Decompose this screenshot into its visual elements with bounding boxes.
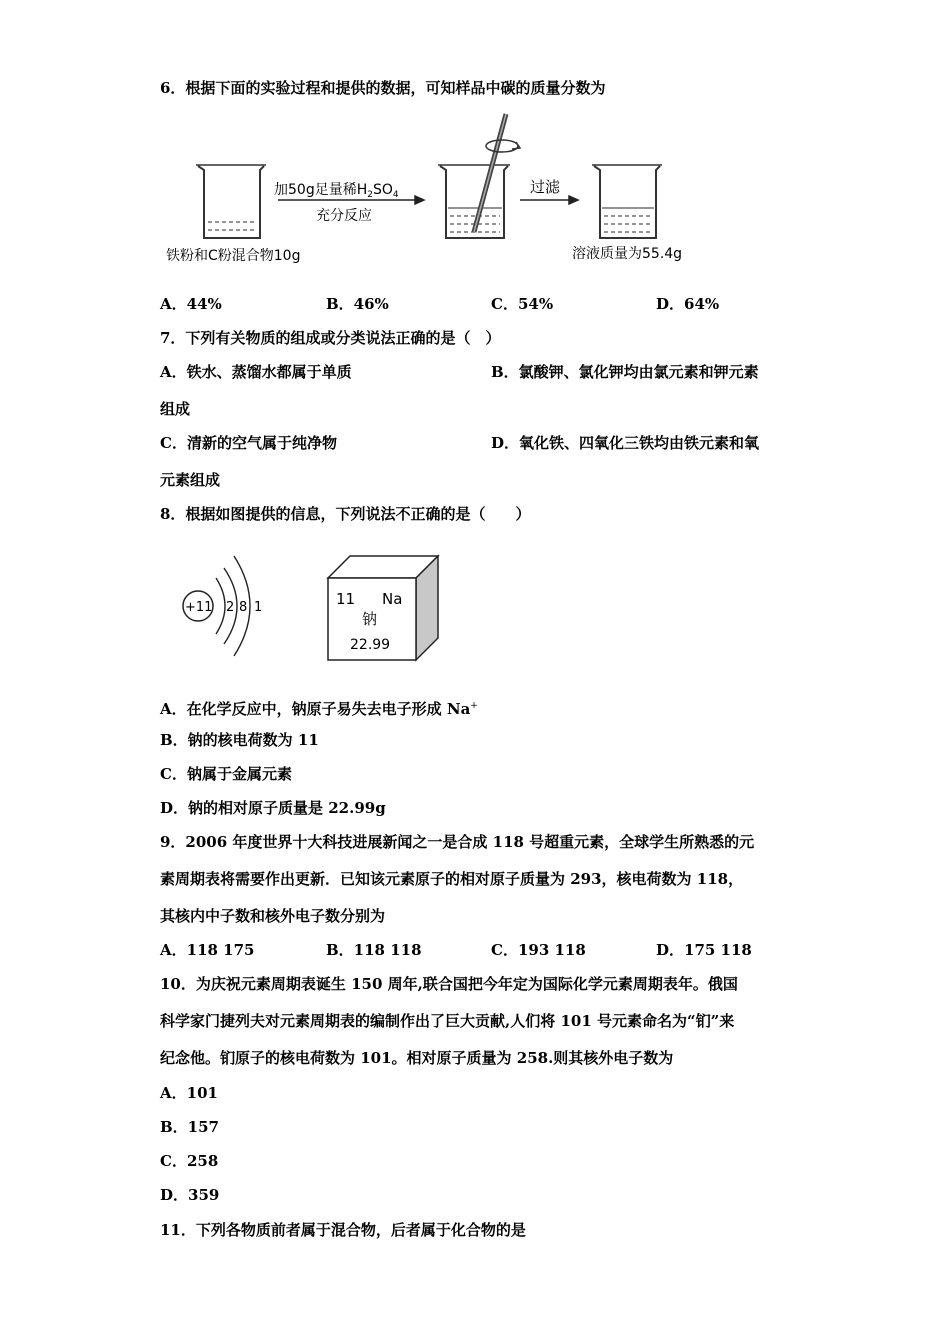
q8-option-a[interactable]: A．在化学反应中，钠原子易失去电子形成 Na+ [160,700,478,718]
q8-option-c[interactable]: C．钠属于金属元素 [160,765,292,783]
beaker-3 [592,165,662,238]
q8-atom-diagram [176,548,286,664]
q11-stem: 11．下列各物质前者属于混合物，后者属于化合物的是 [160,1221,526,1239]
stir-rotation-icon [486,140,520,152]
nucleus-charge: +11 [185,600,213,615]
reagent-label: 加50g足量稀$H_2SO_4$ [274,182,399,200]
q7-stem: 7．下列有关物质的组成或分类说法正确的是（ ） [160,329,501,347]
q7-option-b[interactable]: B．氯酸钾、氯化钾均由氯元素和钾元素 [491,363,759,381]
q7-option-d-cont: 元素组成 [160,471,221,489]
q7-option-d[interactable]: D．氧化铁、四氧化三铁均由铁元素和氧 [491,434,760,452]
q10-option-b[interactable]: B．157 [160,1118,219,1136]
arrow-2 [520,196,578,204]
q6-option-b[interactable]: B．46% [326,295,389,313]
filter-label: 过滤 [530,178,561,196]
q7-option-c[interactable]: C．清新的空气属于纯净物 [160,434,337,452]
beaker-1 [196,165,266,238]
q7-option-b-cont: 组成 [160,400,191,418]
q6-experiment-figure [160,108,720,268]
q10-stem-line-2: 科学家门捷列夫对元素周期表的编制作出了巨大贡献,人们将 101 号元素命名为“钔”来 [160,1012,735,1030]
q10-stem-line-1: 10．为庆祝元素周期表诞生 150 周年,联合国把今年定为国际化学元素周期表年。俄国 [160,975,738,993]
atomic-number: 11 [336,590,356,608]
q9-option-a[interactable]: A．118 175 [160,941,255,959]
stirring-rod [474,114,506,232]
q6-option-d[interactable]: D．64% [656,295,720,313]
q6-stem: 6．根据下面的实验过程和提供的数据，可知样品中碳的质量分数为 [160,79,606,97]
q9-option-c[interactable]: C．193 118 [491,941,586,959]
beaker-3-solution [602,208,654,232]
q8-option-d[interactable]: D．钠的相对原子质量是 22.99g [160,799,386,817]
shell-3-count: 1 [254,600,263,615]
atomic-mass: 22.99 [350,637,391,653]
q9-stem-line-3: 其核内中子数和核外电子数分别为 [160,907,386,925]
q9-stem-line-1: 9．2006 年度世界十大科技进展新闻之一是合成 118 号超重元素，全球学生所熟悉的元 [160,833,755,851]
q7-option-a[interactable]: A．铁水、蒸馏水都属于单质 [160,363,352,381]
q10-option-d[interactable]: D．359 [160,1186,220,1204]
beaker-1-powder [208,222,256,230]
mixture-label: 铁粉和C粉混合物10g [166,248,301,264]
q10-option-a[interactable]: A．101 [160,1084,218,1102]
q6-option-a[interactable]: A．44% [160,295,222,313]
q8-periodic-cell [326,554,442,664]
q9-option-b[interactable]: B．118 118 [326,941,422,959]
element-name: 钠 [362,610,378,628]
q8-stem: 8．根据如图提供的信息，下列说法不正确的是（ ） [160,505,531,523]
q9-option-d[interactable]: D．175 118 [656,941,752,959]
solution-label: 溶液质量为55.4g [572,246,683,262]
element-symbol: Na [382,590,403,608]
q6-option-c[interactable]: C．54% [491,295,554,313]
q10-option-c[interactable]: C．258 [160,1152,219,1170]
q9-stem-line-2: 素周期表将需要作出更新．已知该元素原子的相对原子质量为 293，核电荷数为 118， [160,870,744,888]
q8-option-b[interactable]: B．钠的核电荷数为 11 [160,731,319,749]
reaction-label: 充分反应 [316,208,372,224]
shell-1-count: 2 [226,600,235,615]
shell-2-count: 8 [239,600,248,615]
q10-stem-line-3: 纪念他。钔原子的核电荷数为 101。相对原子质量为 258.则其核外电子数为 [160,1049,674,1067]
